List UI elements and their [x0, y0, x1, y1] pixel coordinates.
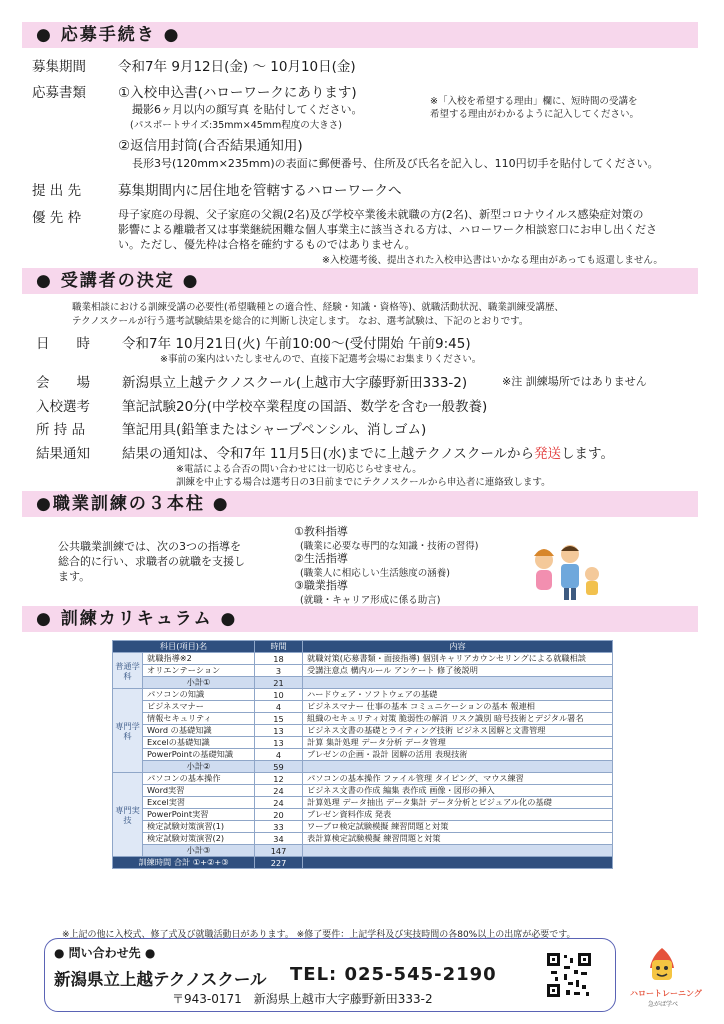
- subject-cell: Excel実習: [143, 797, 255, 809]
- table-row: [113, 701, 613, 713]
- table-row: [113, 665, 613, 677]
- group-label: 専門実技: [113, 773, 143, 857]
- table-header-row: [113, 641, 613, 653]
- contact-tel[interactable]: TEL: 025-545-2190: [290, 964, 497, 985]
- content-cell: 受講注意点 構内ルール アンケート 修了後説明: [303, 665, 613, 677]
- table-row: [113, 809, 613, 821]
- table-row: [113, 821, 613, 833]
- table-row: [113, 713, 613, 725]
- docs-label: 応募書類: [32, 85, 86, 101]
- subtotal-row: [113, 677, 613, 689]
- selection-intro-1: 職業相談における訓練受講の必要性(希望職種との適合性、経験・知識・資格等)、就職活動状況、職業訓練受講歴、: [72, 302, 564, 313]
- subject-cell: 就職指導※2: [143, 653, 255, 665]
- contact-title: ● 問い合わせ先 ●: [54, 946, 156, 960]
- hours-cell: 24: [255, 785, 303, 797]
- table-row: [113, 689, 613, 701]
- group-label: 普通学科: [113, 653, 143, 689]
- venue-value: 新潟県立上越テクノスクール(上越市大字藤野新田333-2): [122, 375, 468, 391]
- content-cell: 表計算検定試験模擬 練習問題と対策: [303, 833, 613, 845]
- reason-note-1: ※「入校を希望する理由」欄に、短時間の受講を: [430, 96, 638, 107]
- subtotal-empty: [303, 761, 613, 773]
- doc2-detail: 長形3号(120mm×235mm)の表面に郵便番号、住所及び氏名を記入し、110円切手を貼付してください。: [132, 157, 659, 170]
- date-value: 令和7年 10月21日(火) 午前10:00～(受付開始 午前9:45): [122, 336, 471, 352]
- hours-cell: 4: [255, 749, 303, 761]
- exam-value: 筆記試験20分(中学校卒業程度の国語、数学を含む一般教養): [122, 399, 488, 415]
- subject-cell: パソコンの基本操作: [143, 773, 255, 785]
- table-row: [113, 653, 613, 665]
- content-cell: ビジネスマナー 仕事の基本 コミュニケーションの基本 報連相: [303, 701, 613, 713]
- subject-cell: 情報セキュリティ: [143, 713, 255, 725]
- subtotal-hours: 147: [255, 845, 303, 857]
- result-note-1: ※電話による合否の問い合わせには一切応じらせません。: [176, 464, 422, 475]
- hours-cell: 20: [255, 809, 303, 821]
- subtotal-row: [113, 761, 613, 773]
- hours-cell: 33: [255, 821, 303, 833]
- section-header-selection: ● 受講者の決定 ●: [22, 268, 698, 294]
- priority-line-1: 母子家庭の母親、父子家庭の父親(2名)及び学校卒業後未就職の方(2名)、新型コロナウイルス感染症対策の: [118, 208, 644, 221]
- reason-note-2: 希望する理由がわかるように記入してください。: [430, 109, 640, 120]
- total-hours: 227: [255, 857, 303, 869]
- content-cell: 計算処理 データ抽出 データ集計 データ分析とビジュアル化の基礎: [303, 797, 613, 809]
- doc1-size: (パスポートサイズ:35mm×45mm程度の大きさ): [130, 120, 343, 131]
- subject-cell: PowerPoint実習: [143, 809, 255, 821]
- result-red-word: 発送: [534, 446, 562, 462]
- hours-cell: 13: [255, 737, 303, 749]
- table-row: [113, 797, 613, 809]
- hours-cell: 18: [255, 653, 303, 665]
- total-label: 訓練時間 合計 ①+②+③: [113, 857, 255, 869]
- logo-sub: 急がば学べ: [648, 1001, 679, 1008]
- items-value: 筆記用具(鉛筆またはシャープペンシル、消しゴム): [122, 422, 427, 438]
- pillar-1: ①教科指導: [294, 525, 348, 538]
- submit-value: 募集期間内に居住地を管轄するハローワークへ: [118, 183, 402, 199]
- result-label: 結果通知: [36, 446, 90, 462]
- hours-cell: 3: [255, 665, 303, 677]
- subject-cell: Word実習: [143, 785, 255, 797]
- content-cell: ビジネス文書の基礎とライティング技術 ビジネス図解と文書管理: [303, 725, 613, 737]
- venue-note: ※注 訓練場所ではありません: [502, 375, 647, 388]
- content-cell: 就職対策(応募書類・面接指導) 個別キャリアカウンセリングによる就職相談: [303, 653, 613, 665]
- curriculum-table: [112, 640, 613, 869]
- subject-cell: 検定試験対策演習(1): [143, 821, 255, 833]
- hours-cell: 24: [255, 797, 303, 809]
- content-cell: ワープロ検定試験模擬 練習問題と対策: [303, 821, 613, 833]
- total-row: [113, 857, 613, 869]
- family-illustration: [528, 540, 608, 602]
- subtotal-hours: 59: [255, 761, 303, 773]
- header-content: 内容: [303, 641, 613, 653]
- hours-cell: 10: [255, 689, 303, 701]
- subtotal-label: 小計③: [143, 845, 255, 857]
- subtotal-row: [113, 845, 613, 857]
- content-cell: 組織のセキュリティ対策 脆弱性の解消 リスク識別 暗号技術とデジタル署名: [303, 713, 613, 725]
- pillar-2-desc: (職業人に相応しい生活態度の涵養): [300, 568, 450, 579]
- doc1-detail: 撮影6ヶ月以内の顔写真 を貼付してください。: [132, 103, 363, 116]
- table-row: [113, 737, 613, 749]
- period-label: 募集期間: [32, 59, 86, 75]
- date-label: 日 時: [36, 336, 90, 352]
- table-row: [113, 785, 613, 797]
- subtotal-hours: 21: [255, 677, 303, 689]
- subtotal-label: 小計①: [143, 677, 255, 689]
- doc1-title: ①入校申込書(ハローワークにあります): [118, 85, 357, 101]
- table-row: [113, 833, 613, 845]
- table-row: [113, 725, 613, 737]
- selection-intro-2: テクノスクールが行う選考試験結果を総合的に判断し決定します。 なお、選考試験は、下記のとおりです。: [72, 316, 529, 327]
- subject-cell: ビジネスマナー: [143, 701, 255, 713]
- subtotal-empty: [303, 845, 613, 857]
- pillars-body-3: ます。: [58, 570, 91, 583]
- pillar-2: ②生活指導: [294, 552, 348, 565]
- curriculum-footnote: ※上記の他に入校式、修了式及び就職活動日があります。 ※修了要件：上記学科及び実技時間の各80%以上の出席が必要です。: [62, 930, 576, 940]
- hours-cell: 12: [255, 773, 303, 785]
- content-cell: 計算 集計処理 データ分析 データ管理: [303, 737, 613, 749]
- subject-cell: 検定試験対策演習(2): [143, 833, 255, 845]
- priority-line-2: 影響による離職者又は事業継続困難な個人事業主に該当される方は、ハローワーク相談窓口にお申し出くださ: [118, 223, 657, 236]
- period-value: 令和7年 9月12日(金) ～ 10月10日(金): [118, 59, 356, 75]
- pillar-1-desc: (職業に必要な専門的な知識・技術の習得): [300, 541, 479, 552]
- group-label: 専門学科: [113, 689, 143, 773]
- subtotal-empty: [303, 677, 613, 689]
- doc2-title: ②返信用封筒(合否結果通知用): [118, 138, 303, 154]
- hours-cell: 13: [255, 725, 303, 737]
- result-value: 結果の通知は、令和7年 11月5日(水)までに上越テクノスクールから発送します。: [122, 446, 614, 462]
- header-subject: 科目(項目)名: [113, 641, 255, 653]
- content-cell: パソコンの基本操作 ファイル管理 タイピング、マウス練習: [303, 773, 613, 785]
- content-cell: プレゼン資料作成 発表: [303, 809, 613, 821]
- venue-label: 会 場: [36, 375, 90, 391]
- priority-note: ※入校選考後、提出された入校申込書はいかなる理由があっても返還しません。: [322, 255, 663, 266]
- qr-code-icon[interactable]: [546, 952, 592, 998]
- logo-text: ハロートレーニング: [630, 989, 702, 998]
- pillars-body-2: 総合的に行い、求職者の就職を支援し: [58, 555, 245, 568]
- content-cell: ハードウェア・ソフトウェアの基礎: [303, 689, 613, 701]
- subject-cell: Word の基礎知識: [143, 725, 255, 737]
- pillar-3-desc: (就職・キャリア形成に係る助言): [300, 595, 441, 606]
- result-note-2: 訓練を中止する場合は選考日の3日前までにテクノスクールから申込者に連絡致します。: [176, 477, 551, 488]
- section-header-application: ● 応募手続き ●: [22, 22, 698, 48]
- content-cell: プレゼンの企画・設計 図解の活用 表現技術: [303, 749, 613, 761]
- subject-cell: オリエンテーション: [143, 665, 255, 677]
- hello-training-logo-icon: [634, 946, 690, 990]
- table-row: [113, 749, 613, 761]
- subject-cell: Excelの基礎知識: [143, 737, 255, 749]
- contact-address: 〒943-0171 新潟県上越市大字藤野新田333-2: [172, 992, 433, 1006]
- section-header-curriculum: ● 訓練カリキュラム ●: [22, 606, 698, 632]
- hours-cell: 34: [255, 833, 303, 845]
- subject-cell: PowerPointの基礎知識: [143, 749, 255, 761]
- table-row: [113, 773, 613, 785]
- date-note: ※事前の案内はいたしませんので、直接下記選考会場にお集まりください。: [160, 354, 482, 365]
- items-label: 所 持 品: [36, 422, 86, 438]
- hours-cell: 15: [255, 713, 303, 725]
- priority-label: 優 先 枠: [32, 210, 82, 226]
- pillars-body-1: 公共職業訓練では、次の3つの指導を: [58, 540, 241, 553]
- hours-cell: 4: [255, 701, 303, 713]
- contact-school: 新潟県立上越テクノスクール: [54, 970, 267, 989]
- priority-line-3: い。ただし、優先枠は合格を確約するものではありません。: [118, 238, 416, 251]
- pillar-3: ③職業指導: [294, 579, 348, 592]
- subtotal-label: 小計②: [143, 761, 255, 773]
- subject-cell: パソコンの知識: [143, 689, 255, 701]
- content-cell: ビジネス文書の作成 編集 表作成 画像・図形の挿入: [303, 785, 613, 797]
- header-hours: 時間: [255, 641, 303, 653]
- submit-label: 提 出 先: [32, 183, 82, 199]
- total-empty: [303, 857, 613, 869]
- section-header-pillars: ●職業訓練の３本柱 ●: [22, 491, 698, 517]
- exam-label: 入校選考: [36, 399, 90, 415]
